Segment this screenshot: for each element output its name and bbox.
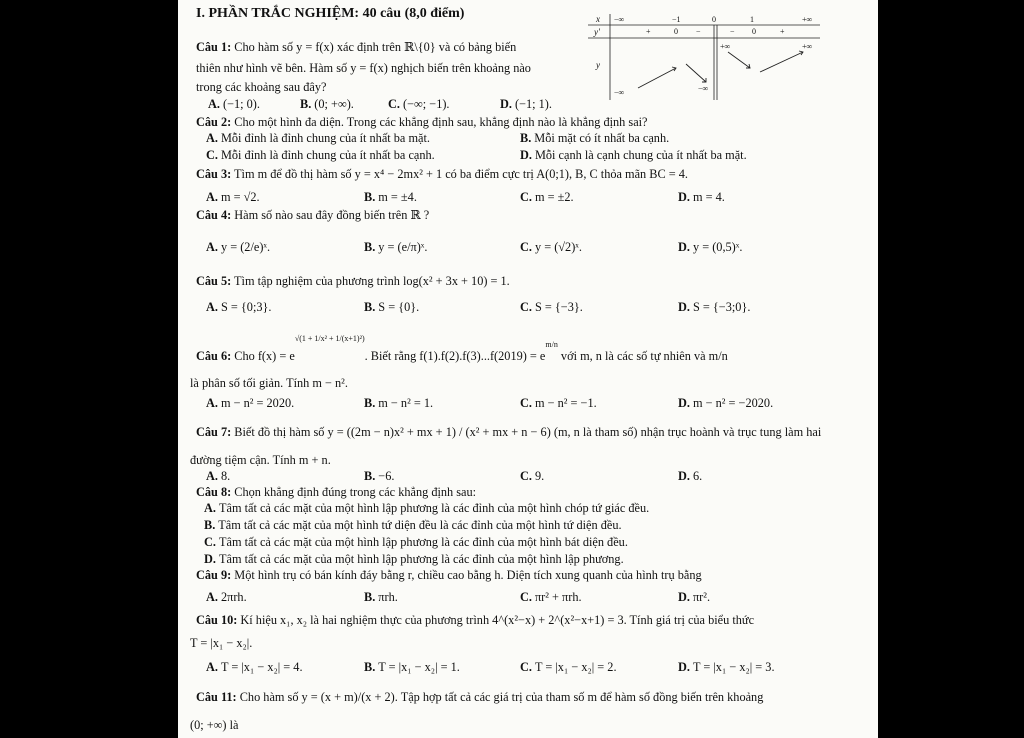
q6-text-c: với m, n là các số tự nhiên và m/n [560, 349, 728, 364]
q10-line1 [196, 613, 754, 628]
q3-label: Câu 3: [196, 167, 232, 181]
q6-text-b: . Biết rằng f(1).f(2).f(3)...f(2019) = e [364, 349, 546, 364]
q1-text: Cho hàm số y = f(x) xác định trên ℝ\{0} và có bảng biến [234, 40, 517, 54]
q4-line [196, 208, 429, 223]
q7-line1 [196, 425, 821, 440]
q5-text: Tìm tập nghiệm của phương trình log(x² + 3x + 10) = 1. [234, 274, 510, 288]
q3-text: Tìm m để đồ thị hàm số y = x⁴ − 2mx² + 1 có ba điểm cực trị A(0;1), B, C thỏa mãn BC = 4. [234, 167, 688, 181]
q2-option-d: D. Mỗi cạnh là cạnh chung của ít nhất ba mặt. [520, 148, 747, 162]
vt-sign-4: 0 [752, 27, 756, 36]
q11-label: Câu 11: [196, 690, 237, 704]
q6-option-d: D. m − n² = −2020. [678, 396, 774, 410]
q10-label: Câu 10: [196, 613, 238, 627]
q6-exponent2: m/n [545, 340, 558, 349]
q6-text-a: Cho f(x) = e [234, 349, 295, 364]
q6-line1 [196, 334, 728, 364]
vt-sign-1: 0 [674, 27, 678, 36]
q7-text: Biết đồ thị hàm số y = ((2m − n)x² + mx + 1) / (x² + mx + n − 6) (m, n là tham số) nhận trục hoành và trục tung làm hai [234, 425, 822, 439]
q8-option-d: D. Tâm tất cả các mặt của một hình lập phương là các đỉnh của một hình lập phương. [204, 552, 624, 566]
q2-label: Câu 2: [196, 115, 232, 129]
q3-option-d: D. m = 4. [678, 190, 725, 204]
q9-option-d: D. πr². [678, 590, 711, 604]
q2-text: Cho một hình đa diện. Trong các khẳng định sau, khẳng định nào là khẳng định sai? [234, 115, 648, 129]
q7-option-d: D. 6. [678, 469, 703, 483]
q1-option-a: A. (−1; 0). [208, 97, 260, 111]
q3-line [196, 167, 688, 182]
q9-line [196, 568, 702, 583]
q4-option-d: D. y = (0,5)ˣ. [678, 240, 743, 254]
q5-option-d: D. S = {−3;0}. [678, 300, 751, 314]
q3-option-c: C. m = ±2. [520, 190, 574, 204]
q1-option-d: D. (−1; 1). [500, 97, 552, 111]
variation-table [588, 14, 820, 100]
q8-option-c: C. Tâm tất cả các mặt của một hình lập phương là các đỉnh của một hình bát diện đều. [204, 535, 628, 549]
arrow-down-mid [686, 64, 706, 82]
q9-option-a: A. 2πrh. [206, 590, 247, 604]
q2-option-a: A. Mỗi đỉnh là đỉnh chung của ít nhất ba mặt. [206, 131, 430, 145]
q7-option-b: B. −6. [364, 469, 395, 483]
q1-option-b: B. (0; +∞). [300, 97, 354, 111]
q1-line2: thiên như hình vẽ bên. Hàm số y = f(x) nghịch biến trên khoảng nào [196, 61, 531, 75]
q6-option-a: A. m − n² = 2020. [206, 396, 295, 410]
q4-label: Câu 4: [196, 208, 232, 222]
arrow-up-left [638, 68, 676, 88]
q1-label: Câu 1: [196, 40, 232, 54]
vt-y-3: +∞ [802, 42, 813, 51]
q4-option-b: B. y = (e/π)ˣ. [364, 240, 428, 254]
q3-option-a: A. m = √2. [206, 190, 260, 204]
q5-option-b: B. S = {0}. [364, 300, 420, 314]
q3-option-b: B. m = ±4. [364, 190, 417, 204]
vt-y-2: +∞ [720, 42, 731, 51]
q4-text: Hàm số nào sau đây đồng biến trên ℝ ? [234, 208, 430, 222]
q8-text: Chọn khẳng định đúng trong các khẳng định sau: [234, 485, 477, 499]
q9-text: Một hình trụ có bán kính đáy bằng r, chiều cao bằng h. Diện tích xung quanh của hình trụ bằng [234, 568, 702, 582]
q9-option-b: B. πrh. [364, 590, 398, 604]
vt-x-4: +∞ [802, 15, 813, 24]
q10-option-b: B. T = |x₁ − x₂| = 1. [364, 660, 460, 674]
vt-sign-2: − [696, 27, 701, 36]
q11-text: Cho hàm số y = (x + m)/(x + 2). Tập hợp tất cả các giá trị của tham số m để hàm số đồng biến trên khoảng [239, 690, 764, 704]
q4-option-a: A. y = (2/e)ˣ. [206, 240, 271, 254]
vt-x-2: 0 [712, 15, 716, 24]
q9-label: Câu 9: [196, 568, 232, 582]
vt-y-1: −∞ [698, 84, 709, 93]
vt-x-0: −∞ [614, 15, 625, 24]
vt-y-0: −∞ [614, 88, 625, 97]
q5-line [196, 274, 510, 289]
q8-label: Câu 8: [196, 485, 232, 499]
q10-option-a: A. T = |x₁ − x₂| = 4. [206, 660, 303, 674]
q1-line3: trong các khoảng sau đây? [196, 80, 327, 94]
arrow-down-right [728, 52, 750, 68]
q11-line1 [196, 690, 763, 705]
vt-sign-3: − [730, 27, 735, 36]
q5-option-a: A. S = {0;3}. [206, 300, 272, 314]
vt-sign-0: + [646, 27, 651, 36]
q7-option-a: A. 8. [206, 469, 231, 483]
q2-line [196, 115, 648, 130]
q5-option-c: C. S = {−3}. [520, 300, 583, 314]
q6-exponent: √(1 + 1/x² + 1/(x+1)²) [294, 334, 365, 343]
q1-line1 [196, 40, 516, 55]
vt-x-1: −1 [672, 15, 681, 24]
vt-x-3: 1 [750, 15, 754, 24]
vt-label-dy: y' [594, 27, 600, 37]
vt-label-x: x [596, 14, 600, 24]
q2-option-b: B. Mỗi mặt có ít nhất ba cạnh. [520, 131, 670, 145]
q9-option-c: C. πr² + πrh. [520, 590, 582, 604]
q10-option-d: D. T = |x₁ − x₂| = 3. [678, 660, 775, 674]
arrow-up-right [760, 52, 803, 72]
q8-line [196, 485, 476, 500]
q6-line2: là phân số tối giản. Tính m − n². [190, 376, 348, 390]
q5-label: Câu 5: [196, 274, 232, 288]
section-title: I. PHẦN TRẮC NGHIỆM: 40 câu (8,0 điểm) [196, 6, 465, 21]
q1-option-c: C. (−∞; −1). [388, 97, 450, 111]
q7-option-c: C. 9. [520, 469, 545, 483]
vt-sign-5: + [780, 27, 785, 36]
q6-option-b: B. m − n² = 1. [364, 396, 434, 410]
q8-option-b: B. Tâm tất cả các mặt của một hình tứ diện đều là các đỉnh của một hình tứ diện đều. [204, 518, 622, 532]
q4-option-c: C. y = (√2)ˣ. [520, 240, 582, 254]
vt-label-y: y [596, 60, 600, 70]
q8-option-a: A. Tâm tất cả các mặt của một hình lập phương là các đỉnh của một hình chóp tứ giác đều. [204, 501, 650, 515]
q11-line2: (0; +∞) là [190, 718, 239, 732]
q10-option-c: C. T = |x₁ − x₂| = 2. [520, 660, 617, 674]
q6-label: Câu 6: [196, 349, 232, 364]
q6-option-c: C. m − n² = −1. [520, 396, 597, 410]
q2-option-c: C. Mỗi đỉnh là đỉnh chung của ít nhất ba cạnh. [206, 148, 435, 162]
q7-label: Câu 7: [196, 425, 232, 439]
q10-text: Kí hiệu x₁, x₂ là hai nghiệm thực của phương trình 4^(x²−x) + 2^(x²−x+1) = 3. Tính giá trị của biểu thức [240, 613, 755, 627]
exam-page [178, 0, 878, 738]
q10-line2: T = |x₁ − x₂|. [190, 636, 253, 650]
q7-line2: đường tiệm cận. Tính m + n. [190, 453, 331, 467]
